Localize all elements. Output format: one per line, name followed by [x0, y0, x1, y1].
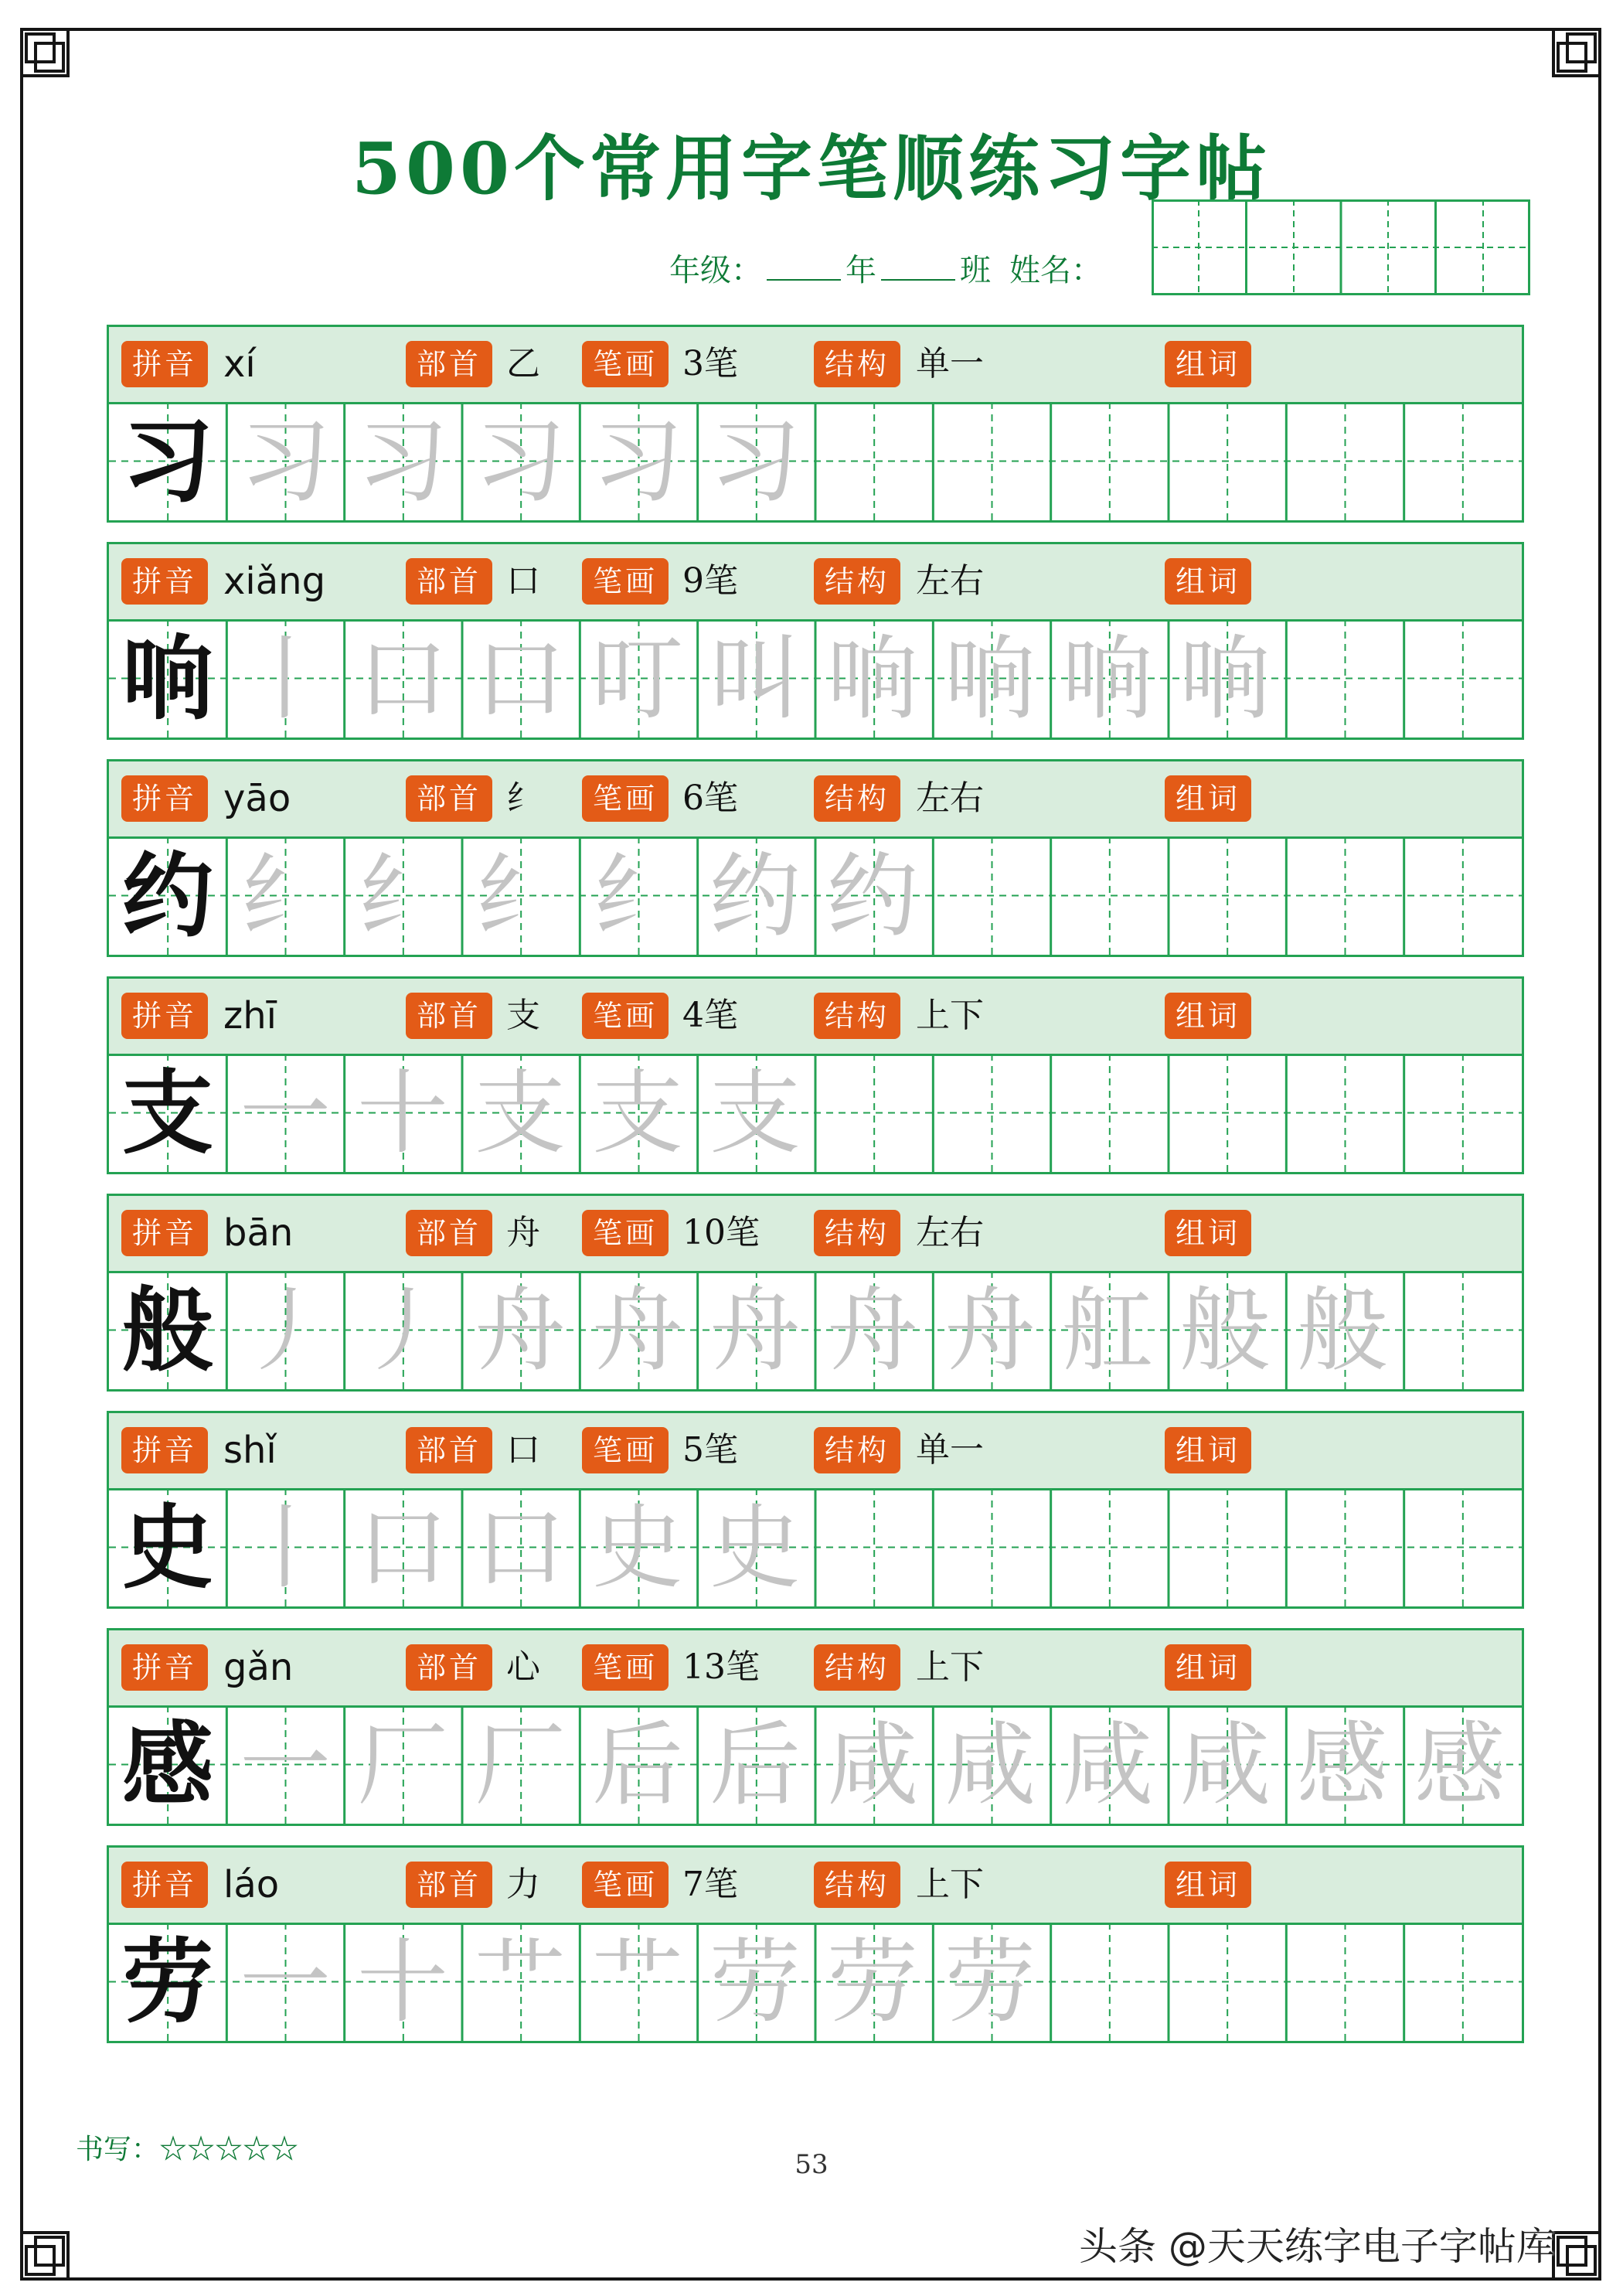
- trace-character: 口: [474, 1494, 566, 1601]
- structure-tag: 结构: [814, 993, 900, 1039]
- pinyin-tag: 拼音: [121, 993, 208, 1039]
- character-card: [107, 976, 1524, 1174]
- trace-character: 纟: [356, 842, 448, 949]
- pinyin-tag: 拼音: [121, 1862, 208, 1908]
- trace-character: 响: [1179, 625, 1271, 732]
- trace-character: 劳: [944, 1928, 1036, 2035]
- structure-tag: 结构: [814, 558, 900, 605]
- model-character: 支: [121, 1058, 213, 1167]
- trace-character: 史: [709, 1494, 801, 1601]
- corner-ornament-top-right: [1530, 28, 1601, 99]
- pinyin-value: xí: [223, 342, 256, 386]
- trace-character: 习: [709, 407, 801, 515]
- radical-tag: 部首: [406, 1210, 492, 1256]
- pinyin-tag: 拼音: [121, 1644, 208, 1691]
- model-character: 约: [121, 841, 213, 949]
- trace-character: 习: [239, 407, 331, 515]
- structure-tag: 结构: [814, 341, 900, 387]
- character-card: [107, 1628, 1524, 1826]
- name-writing-grid[interactable]: [1152, 199, 1530, 295]
- model-character: 劳: [121, 1927, 213, 2035]
- structure-value: 单一: [916, 344, 984, 383]
- radical-tag: 部首: [406, 341, 492, 387]
- strokes-value: 6笔: [682, 778, 738, 818]
- radical-value: 舟: [506, 1213, 540, 1252]
- radical-tag: 部首: [406, 775, 492, 822]
- pinyin-value: shǐ: [223, 1429, 277, 1472]
- trace-character: 十: [356, 1928, 448, 2035]
- trace-character: 舟: [944, 1276, 1036, 1384]
- trace-character: 一: [239, 1711, 331, 1818]
- trace-character: 丿: [356, 1276, 448, 1384]
- structure-value: 左右: [916, 778, 984, 818]
- words-tag: 组词: [1165, 1644, 1251, 1691]
- name-label: 姓名：: [1009, 253, 1102, 288]
- card-header: [109, 1196, 1522, 1273]
- trace-character: 响: [826, 625, 918, 732]
- structure-tag: 结构: [814, 1644, 900, 1691]
- class-label: 班: [960, 253, 991, 288]
- trace-character: 支: [474, 1059, 566, 1167]
- card-header: [109, 544, 1522, 622]
- radical-tag: 部首: [406, 1862, 492, 1908]
- strokes-tag: 笔画: [582, 341, 669, 387]
- trace-character: 习: [356, 407, 448, 515]
- writing-rating: [76, 2127, 298, 2167]
- strokes-value: 7笔: [682, 1865, 738, 1904]
- trace-character: 丨: [239, 1494, 331, 1601]
- trace-character: 感: [1296, 1711, 1388, 1818]
- grade-label: 年级：: [669, 253, 762, 288]
- trace-character: 后: [591, 1711, 683, 1818]
- page-number: 53: [794, 2149, 829, 2180]
- model-character: 般: [121, 1276, 213, 1384]
- card-header: [109, 1413, 1522, 1490]
- pinyin-tag: 拼音: [121, 341, 208, 387]
- character-card: [107, 1411, 1524, 1609]
- card-header: [109, 327, 1522, 404]
- strokes-tag: 笔画: [582, 1862, 669, 1908]
- trace-character: 咸: [826, 1711, 918, 1818]
- trace-character: 约: [709, 842, 801, 949]
- rating-label: 书写：: [76, 2134, 160, 2165]
- structure-tag: 结构: [814, 1427, 900, 1473]
- trace-character: 习: [474, 407, 566, 515]
- trace-character: 厂: [474, 1711, 566, 1818]
- trace-character: 厂: [356, 1711, 448, 1818]
- watermark: 头条 @天天练字电子字帖库: [1079, 2224, 1555, 2269]
- structure-tag: 结构: [814, 1210, 900, 1256]
- card-header: [109, 1848, 1522, 1925]
- character-card: [107, 1194, 1524, 1392]
- structure-value: 左右: [916, 561, 984, 601]
- character-card: [107, 542, 1524, 740]
- trace-character: 约: [826, 842, 918, 949]
- trace-character: 叫: [709, 625, 801, 732]
- radical-value: 支: [506, 996, 540, 1035]
- trace-character: 响: [944, 625, 1036, 732]
- structure-value: 上下: [916, 1647, 984, 1687]
- pinyin-tag: 拼音: [121, 558, 208, 605]
- trace-character: 般: [1179, 1276, 1271, 1384]
- corner-ornament-bottom-left: [20, 2209, 91, 2281]
- radical-tag: 部首: [406, 993, 492, 1039]
- trace-character: 一: [239, 1059, 331, 1167]
- strokes-value: 4笔: [682, 996, 738, 1035]
- trace-character: 后: [709, 1711, 801, 1818]
- trace-character: 习: [591, 407, 683, 515]
- pinyin-value: láo: [223, 1863, 280, 1906]
- pinyin-value: yāo: [223, 777, 291, 820]
- class-blank[interactable]: [881, 256, 955, 281]
- trace-character: 支: [591, 1059, 683, 1167]
- radical-value: 口: [506, 1430, 540, 1470]
- trace-character: 咸: [1179, 1711, 1271, 1818]
- pinyin-tag: 拼音: [121, 1427, 208, 1473]
- character-card: [107, 325, 1524, 523]
- year-label: 年: [846, 253, 876, 288]
- strokes-tag: 笔画: [582, 1644, 669, 1691]
- radical-value: 口: [506, 561, 540, 601]
- radical-value: 力: [506, 1865, 540, 1904]
- trace-character: 般: [1296, 1276, 1388, 1384]
- strokes-value: 3笔: [682, 344, 738, 383]
- model-character: 史: [121, 1493, 213, 1601]
- words-tag: 组词: [1165, 558, 1251, 605]
- trace-character: 支: [709, 1059, 801, 1167]
- corner-ornament-top-left: [20, 28, 91, 99]
- model-character: 响: [121, 624, 213, 732]
- character-card: [107, 1845, 1524, 2043]
- words-tag: 组词: [1165, 775, 1251, 822]
- structure-value: 单一: [916, 1430, 984, 1470]
- rating-stars[interactable]: ☆☆☆☆☆: [159, 2134, 299, 2165]
- strokes-tag: 笔画: [582, 558, 669, 605]
- radical-value: 乙: [506, 344, 540, 383]
- strokes-value: 13笔: [682, 1647, 760, 1687]
- model-character: 感: [121, 1710, 213, 1818]
- structure-value: 上下: [916, 996, 984, 1035]
- structure-value: 左右: [916, 1213, 984, 1252]
- trace-character: 感: [1414, 1711, 1506, 1818]
- words-tag: 组词: [1165, 1427, 1251, 1473]
- character-card: [107, 759, 1524, 957]
- pinyin-value: bān: [223, 1211, 294, 1255]
- structure-value: 上下: [916, 1865, 984, 1904]
- pinyin-value: xiǎng: [223, 560, 326, 603]
- trace-character: 口: [356, 1494, 448, 1601]
- card-header: [109, 1630, 1522, 1708]
- trace-character: 艹: [591, 1928, 683, 2035]
- pinyin-tag: 拼音: [121, 1210, 208, 1256]
- radical-value: 纟: [506, 778, 540, 818]
- trace-character: 纟: [591, 842, 683, 949]
- strokes-value: 5笔: [682, 1430, 738, 1470]
- words-tag: 组词: [1165, 341, 1251, 387]
- trace-character: 纟: [474, 842, 566, 949]
- strokes-value: 10笔: [682, 1213, 760, 1252]
- strokes-value: 9笔: [682, 561, 738, 601]
- trace-character: 纟: [239, 842, 331, 949]
- card-header: [109, 979, 1522, 1056]
- trace-character: 舡: [1061, 1276, 1153, 1384]
- trace-character: 口: [474, 625, 566, 732]
- trace-character: 舟: [709, 1276, 801, 1384]
- trace-character: 叮: [591, 625, 683, 732]
- pinyin-value: zhī: [223, 994, 277, 1037]
- trace-character: 咸: [944, 1711, 1036, 1818]
- card-header: [109, 761, 1522, 839]
- words-tag: 组词: [1165, 1862, 1251, 1908]
- trace-character: 十: [356, 1059, 448, 1167]
- strokes-tag: 笔画: [582, 993, 669, 1039]
- radical-tag: 部首: [406, 1644, 492, 1691]
- radical-value: 心: [506, 1647, 540, 1687]
- words-tag: 组词: [1165, 1210, 1251, 1256]
- radical-tag: 部首: [406, 558, 492, 605]
- trace-character: 丿: [239, 1276, 331, 1384]
- page-title: 500个常用字笔顺练习字帖: [351, 127, 1272, 210]
- model-character: 习: [121, 407, 213, 515]
- trace-character: 劳: [709, 1928, 801, 2035]
- strokes-tag: 笔画: [582, 775, 669, 822]
- trace-character: 艹: [474, 1928, 566, 2035]
- trace-character: 舟: [474, 1276, 566, 1384]
- grade-blank[interactable]: [767, 256, 841, 281]
- trace-character: 一: [239, 1928, 331, 2035]
- strokes-tag: 笔画: [582, 1427, 669, 1473]
- trace-character: 丨: [239, 625, 331, 732]
- structure-tag: 结构: [814, 1862, 900, 1908]
- pinyin-tag: 拼音: [121, 775, 208, 822]
- trace-character: 史: [591, 1494, 683, 1601]
- trace-character: 舟: [591, 1276, 683, 1384]
- structure-tag: 结构: [814, 775, 900, 822]
- trace-character: 劳: [826, 1928, 918, 2035]
- pinyin-value: gǎn: [223, 1646, 294, 1689]
- trace-character: 舟: [826, 1276, 918, 1384]
- words-tag: 组词: [1165, 993, 1251, 1039]
- strokes-tag: 笔画: [582, 1210, 669, 1256]
- student-info-line: [669, 246, 1102, 290]
- trace-character: 口: [356, 625, 448, 732]
- trace-character: 咸: [1061, 1711, 1153, 1818]
- radical-tag: 部首: [406, 1427, 492, 1473]
- trace-character: 响: [1061, 625, 1153, 732]
